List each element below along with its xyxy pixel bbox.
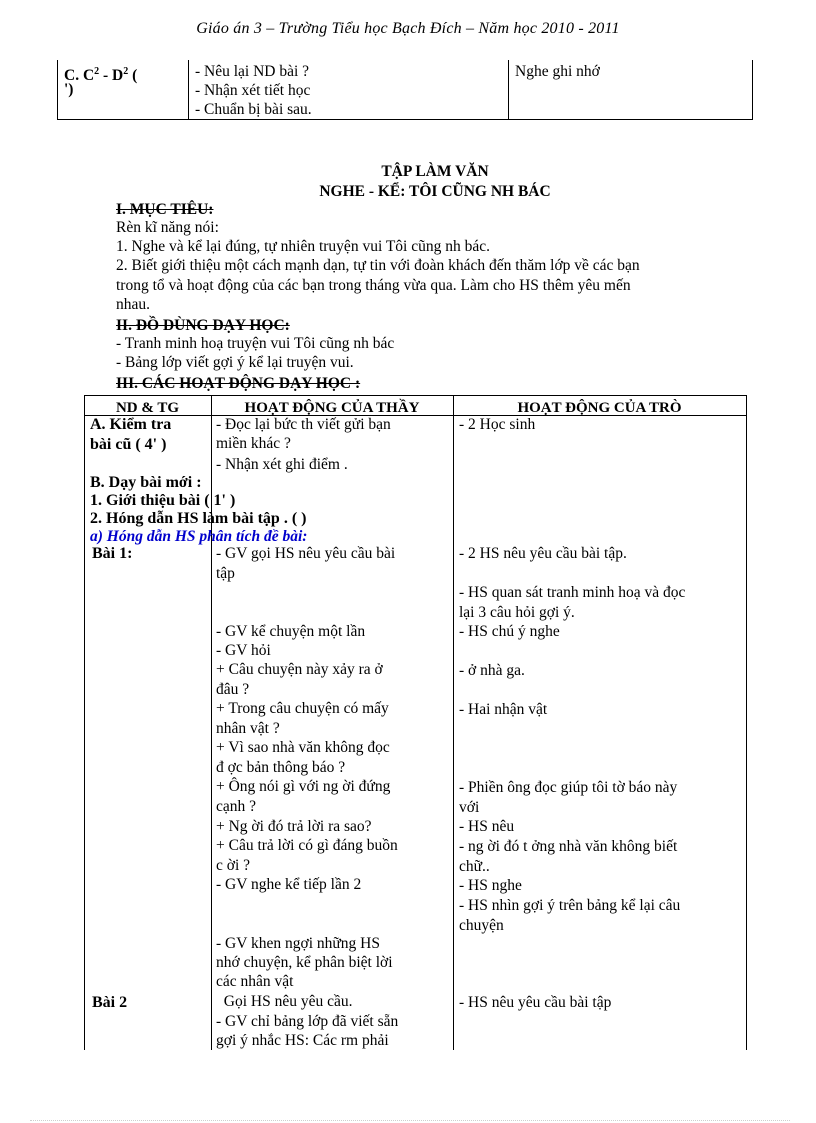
teacher-line: các nhân vật [216, 973, 294, 990]
teacher-line: - GV nghe kể tiếp lần 2 [216, 876, 362, 893]
teacher-line: + Ng ời đó trả lời ra sao? [216, 818, 372, 835]
objectives-line: 1. Nghe và kể lại đúng, tự nhiên truyện vui Tôi cũng nh bác. [116, 238, 491, 255]
exercise-2-label: Bài 2 [92, 994, 128, 1011]
objectives-line: Rèn kĩ năng nói: [116, 219, 219, 236]
student-line: - HS nghe [459, 877, 522, 894]
teacher-line: đ ợc bản thông báo ? [216, 759, 346, 776]
page-bottom-divider [30, 1120, 790, 1121]
student-line: - HS quan sát tranh minh hoạ và đọc [459, 584, 686, 601]
top-table-col2-line: - Nhận xét tiết học [195, 82, 311, 99]
teacher-line: - GV khen ngợi những HS [216, 935, 380, 952]
materials-line: - Tranh minh hoạ truyện vui Tôi cũng nh bác [116, 335, 395, 352]
header-content-time: ND & TG [115, 400, 180, 416]
top-table-col1-cont: ') [64, 81, 74, 98]
exercise-1-label: Bài 1: [92, 545, 133, 562]
section-a-label: bài cũ ( 4' ) [90, 436, 167, 453]
teacher-line: - GV gọi HS nêu yêu cầu bài [216, 545, 396, 562]
student-line: - Hai nhận vật [459, 701, 548, 718]
teacher-line: - Nhận xét ghi điểm . [216, 456, 348, 473]
section-materials-heading: II. ĐỒ DÙNG DẠY HỌC: [116, 317, 290, 334]
teacher-line: Gọi HS nêu yêu cầu. [216, 993, 353, 1010]
student-line: - ng ời đó t ởng nhà văn không biết [459, 838, 678, 855]
teacher-line: + Ông nói gì với ng ời đứng [216, 778, 391, 795]
objectives-line: trong tổ và hoạt động của các bạn trong tháng vừa qua. Làm cho HS thêm yêu mến [116, 277, 631, 294]
header-student: HOẠT ĐỘNG CỦA TRÒ [517, 400, 682, 416]
teacher-line: + Câu trả lời có gì đáng buồn [216, 837, 398, 854]
student-line: - HS nêu [459, 818, 515, 835]
teacher-line: c ời ? [216, 857, 251, 874]
lesson-subject: TẬP LÀM VĂN [381, 163, 489, 180]
teacher-line: - GV chỉ bảng lớp đã viết sẵn [216, 1013, 399, 1030]
teacher-line: nhân vật ? [216, 720, 280, 737]
intro-heading: 1. Giới thiệu bài ( 1' ) [90, 492, 236, 509]
teacher-line: cạnh ? [216, 798, 257, 815]
teacher-line: nhớ chuyện, kể phân biệt lời [216, 954, 393, 971]
teacher-line: miền khác ? [216, 435, 291, 452]
top-table-col2-line: - Nêu lại ND bài ? [195, 63, 310, 80]
student-line: với [459, 799, 480, 816]
section-objectives-heading: I. MỤC TIÊU: [116, 201, 214, 218]
analysis-heading: a) Hóng dẫn HS phân tích đề bài: [90, 528, 308, 545]
lesson-title: NGHE - KỂ: TÔI CŨNG NH BÁC [319, 183, 551, 200]
teacher-line: - GV kể chuyện một lần [216, 623, 366, 640]
student-line: chữ.. [459, 858, 490, 875]
teacher-line: gợi ý nhắc HS: Các rm phải [216, 1032, 389, 1049]
student-line: - 2 Học sinh [459, 416, 536, 433]
student-line: - HS chú ý nghe [459, 623, 560, 640]
top-table-col3: Nghe ghi nhớ [515, 63, 600, 80]
header-teacher: HOẠT ĐỘNG CỦA THẦY [244, 400, 420, 416]
student-line: - ở nhà ga. [459, 662, 525, 679]
student-line: - HS nhìn gợi ý trên bảng kể lại câu [459, 897, 681, 914]
teacher-line: + Vì sao nhà văn không đọc [216, 739, 390, 756]
teacher-line: + Trong câu chuyện có mấy [216, 700, 389, 717]
exercise-guide-heading: 2. Hóng dẫn HS làm bài tập . ( ) [90, 510, 307, 527]
teacher-line: đâu ? [216, 681, 250, 698]
section-b-heading: B. Dạy bài mới : [90, 474, 202, 491]
student-line: - HS nêu yêu cầu bài tập [459, 994, 612, 1011]
section-a-label: A. Kiểm tra [90, 416, 172, 433]
teacher-line: + Câu chuyện này xảy ra ở [216, 661, 383, 678]
student-line: lại 3 câu hỏi gợi ý. [459, 604, 575, 621]
page-header: Giáo án 3 – Trường Tiểu học Bạch Đích – Năm học 2010 - 2011 [196, 20, 620, 37]
objectives-line: nhau. [116, 296, 151, 313]
teacher-line: - GV hỏi [216, 642, 271, 659]
section-activities-heading: III. CÁC HOẠT ĐỘNG DẠY HỌC : [116, 375, 361, 392]
materials-line: - Bảng lớp viết gợi ý kể lại truyện vui. [116, 354, 354, 371]
student-line: chuyện [459, 917, 504, 934]
objectives-line: 2. Biết giới thiệu một cách mạnh dạn, tự tin với đoàn khách đến thăm lớp về các bạn [116, 257, 640, 274]
student-line: - Phiền ông đọc giúp tôi tờ báo này [459, 779, 678, 796]
top-table-col1: C. $C^2 - D^2$ ( [64, 66, 138, 85]
teacher-line: tập [216, 565, 235, 582]
student-line: - 2 HS nêu yêu cầu bài tập. [459, 545, 627, 562]
teacher-line: - Đọc lại bức th viết gửi bạn [216, 416, 391, 433]
top-table-col2-line: - Chuẩn bị bài sau. [195, 101, 312, 118]
